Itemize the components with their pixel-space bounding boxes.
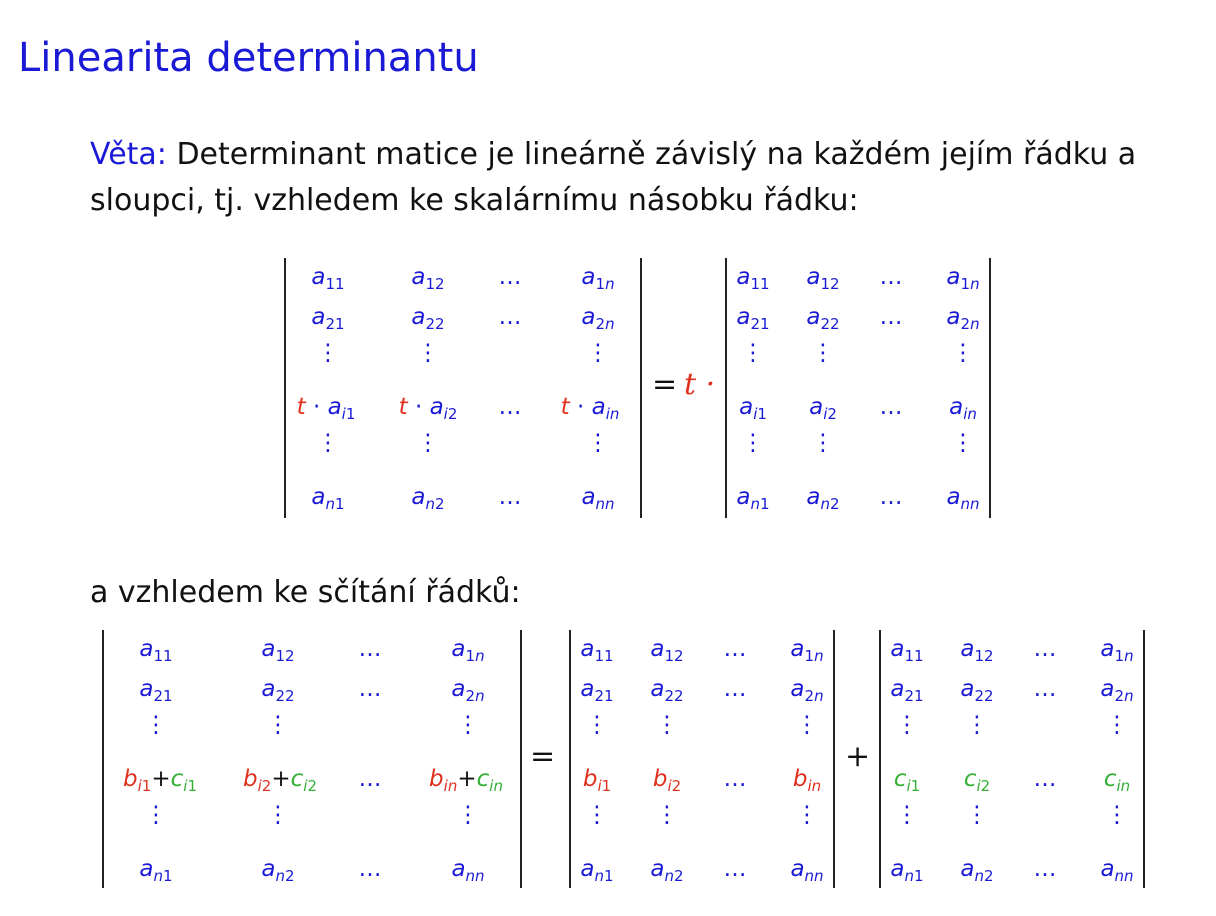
vdots: ⋮ xyxy=(951,340,975,366)
vdots: ⋮ xyxy=(416,430,440,456)
det-right-scalar xyxy=(725,258,991,518)
entry-ann: $a_{nn}$ xyxy=(1100,856,1134,885)
entry-a22: $a_{22}$ xyxy=(411,304,445,333)
theorem-text: Determinant matice je lineárně závislý na každém jejím řádku a sloupci, tj. vzhledem ke skalárnímu násobku řádku: xyxy=(90,137,1137,218)
vdots: ⋮ xyxy=(456,712,480,738)
vdots: ⋮ xyxy=(741,340,765,366)
entry-a1n: $a_{1n}$ xyxy=(1100,636,1134,665)
entry-an2: $a_{n2}$ xyxy=(650,856,684,885)
entry-an2: $a_{n2}$ xyxy=(261,856,295,885)
entry-a2n: $a_{2n}$ xyxy=(946,304,980,333)
entry-bi1: $b_{i1}$ xyxy=(582,766,612,795)
entry-a12: $a_{12}$ xyxy=(411,264,445,293)
theorem-paragraph xyxy=(90,132,1170,224)
vdots: ⋮ xyxy=(586,430,610,456)
entry-a22: $a_{22}$ xyxy=(806,304,840,333)
section-text: a vzhledem ke sčítání řádků: xyxy=(90,575,521,610)
vdots: ⋮ xyxy=(965,712,989,738)
vdots: ⋮ xyxy=(895,802,919,828)
hdots: … xyxy=(498,304,526,330)
entry-a21: $a_{21}$ xyxy=(580,676,614,705)
hdots: … xyxy=(723,856,751,882)
entry-a1n: $a_{1n}$ xyxy=(946,264,980,293)
det-middle-sum xyxy=(569,630,835,888)
entry-bi2-ci2: $b_{i2}+c_{i2}$ xyxy=(243,766,317,795)
vdots: ⋮ xyxy=(1105,712,1129,738)
entry-a11: $a_{11}$ xyxy=(139,636,173,665)
entry-a22: $a_{22}$ xyxy=(650,676,684,705)
hdots: … xyxy=(723,636,751,662)
vdots: ⋮ xyxy=(951,430,975,456)
entry-ain: $a_{in}$ xyxy=(949,394,977,423)
entry-ci1: $c_{i1}$ xyxy=(893,766,921,795)
entry-a22: $a_{22}$ xyxy=(960,676,994,705)
entry-a2n: $a_{2n}$ xyxy=(581,304,615,333)
scalar-t: t · xyxy=(684,367,716,402)
theorem-label: Věta: xyxy=(90,137,167,172)
entry-an1: $a_{n1}$ xyxy=(580,856,614,885)
entry-t-ai2: $t \cdot a_{i2}$ xyxy=(398,394,458,423)
vdots: ⋮ xyxy=(655,802,679,828)
hdots: … xyxy=(879,264,907,290)
entry-a11: $a_{11}$ xyxy=(890,636,924,665)
vdots: ⋮ xyxy=(266,712,290,738)
hdots: … xyxy=(1033,636,1061,662)
vdots: ⋮ xyxy=(316,340,340,366)
hdots: … xyxy=(358,766,386,792)
slide-title: Linearita determinantu xyxy=(18,35,479,81)
entry-an2: $a_{n2}$ xyxy=(806,484,840,513)
entry-ai1: $a_{i1}$ xyxy=(739,394,767,423)
hdots: … xyxy=(498,394,526,420)
vdots: ⋮ xyxy=(456,802,480,828)
hdots: … xyxy=(879,394,907,420)
entry-a1n: $a_{1n}$ xyxy=(451,636,485,665)
entry-a1n: $a_{1n}$ xyxy=(790,636,824,665)
vdots: ⋮ xyxy=(586,340,610,366)
entry-an1: $a_{n1}$ xyxy=(890,856,924,885)
entry-bi2: $b_{i2}$ xyxy=(652,766,682,795)
hdots: … xyxy=(358,856,386,882)
entry-bin: $b_{in}$ xyxy=(792,766,822,795)
entry-a2n: $a_{2n}$ xyxy=(451,676,485,705)
det-left-sum xyxy=(102,630,522,888)
vdots: ⋮ xyxy=(316,430,340,456)
entry-bi1-ci1: $b_{i1}+c_{i1}$ xyxy=(123,766,197,795)
entry-a21: $a_{21}$ xyxy=(736,304,770,333)
entry-a12: $a_{12}$ xyxy=(806,264,840,293)
entry-an2: $a_{n2}$ xyxy=(411,484,445,513)
entry-a12: $a_{12}$ xyxy=(650,636,684,665)
entry-a11: $a_{11}$ xyxy=(311,264,345,293)
equals-sign: = xyxy=(530,739,556,774)
entry-a1n: $a_{1n}$ xyxy=(581,264,615,293)
plus-sign: + xyxy=(845,739,871,774)
vdots: ⋮ xyxy=(965,802,989,828)
hdots: … xyxy=(879,484,907,510)
vdots: ⋮ xyxy=(585,802,609,828)
vdots: ⋮ xyxy=(741,430,765,456)
hdots: … xyxy=(1033,766,1061,792)
entry-t-ai1: $t \cdot a_{i1}$ xyxy=(296,394,356,423)
entry-an2: $a_{n2}$ xyxy=(960,856,994,885)
entry-ann: $a_{nn}$ xyxy=(451,856,485,885)
entry-ann: $a_{nn}$ xyxy=(790,856,824,885)
equals-sign: = xyxy=(652,367,678,402)
vdots: ⋮ xyxy=(416,340,440,366)
entry-a21: $a_{21}$ xyxy=(139,676,173,705)
entry-a2n: $a_{2n}$ xyxy=(1100,676,1134,705)
vdots: ⋮ xyxy=(585,712,609,738)
entry-an1: $a_{n1}$ xyxy=(736,484,770,513)
vdots: ⋮ xyxy=(811,430,835,456)
hdots: … xyxy=(723,676,751,702)
entry-a2n: $a_{2n}$ xyxy=(790,676,824,705)
vdots: ⋮ xyxy=(795,712,819,738)
det-left-scalar xyxy=(284,258,642,518)
entry-an1: $a_{n1}$ xyxy=(311,484,345,513)
vdots: ⋮ xyxy=(266,802,290,828)
hdots: … xyxy=(498,484,526,510)
entry-an1: $a_{n1}$ xyxy=(139,856,173,885)
entry-cin: $c_{in}$ xyxy=(1103,766,1131,795)
hdots: … xyxy=(358,676,386,702)
hdots: … xyxy=(1033,856,1061,882)
hdots: … xyxy=(498,264,526,290)
entry-a21: $a_{21}$ xyxy=(311,304,345,333)
entry-a22: $a_{22}$ xyxy=(261,676,295,705)
det-right-sum xyxy=(879,630,1145,888)
hdots: … xyxy=(358,636,386,662)
entry-ann: $a_{nn}$ xyxy=(581,484,615,513)
entry-a12: $a_{12}$ xyxy=(261,636,295,665)
hdots: … xyxy=(1033,676,1061,702)
entry-a11: $a_{11}$ xyxy=(580,636,614,665)
entry-t-ain: $t \cdot a_{in}$ xyxy=(560,394,620,423)
entry-ci2: $c_{i2}$ xyxy=(963,766,991,795)
vdots: ⋮ xyxy=(1105,802,1129,828)
entry-ann: $a_{nn}$ xyxy=(946,484,980,513)
vdots: ⋮ xyxy=(144,712,168,738)
vdots: ⋮ xyxy=(795,802,819,828)
entry-ai2: $a_{i2}$ xyxy=(809,394,837,423)
vdots: ⋮ xyxy=(895,712,919,738)
vdots: ⋮ xyxy=(655,712,679,738)
entry-a21: $a_{21}$ xyxy=(890,676,924,705)
hdots: … xyxy=(879,304,907,330)
entry-a12: $a_{12}$ xyxy=(960,636,994,665)
entry-bin-cin: $b_{in}+c_{in}$ xyxy=(429,766,503,795)
vdots: ⋮ xyxy=(144,802,168,828)
hdots: … xyxy=(723,766,751,792)
vdots: ⋮ xyxy=(811,340,835,366)
entry-a11: $a_{11}$ xyxy=(736,264,770,293)
